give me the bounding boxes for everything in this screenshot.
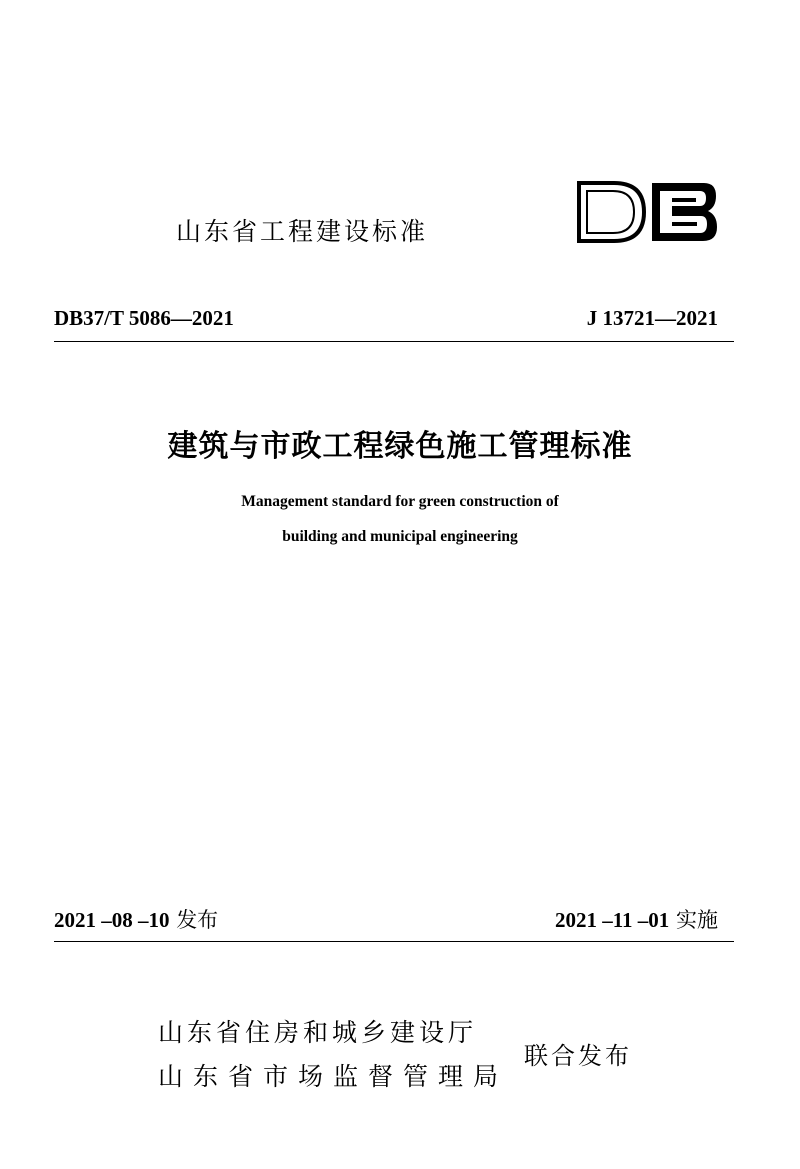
- release-date: 2021 –08 –10: [54, 908, 170, 932]
- standard-number: DB37/T 5086—2021: [54, 306, 234, 330]
- series-title: 山东省工程建设标准: [176, 217, 429, 246]
- issuer-org2: 山东省市场监督管理局: [158, 1062, 509, 1091]
- implement-date-block: [555, 904, 718, 934]
- issuer-org1: 山东省住房和城乡建设厅: [158, 1018, 478, 1047]
- implement-date: 2021 –11 –01: [554, 908, 670, 932]
- db-logo: [576, 180, 719, 244]
- top-divider: [54, 341, 734, 342]
- record-number: J 13721—2021: [586, 306, 718, 330]
- title-english-line1: Management standard for green construction of: [241, 493, 559, 510]
- implement-label: 实施: [676, 908, 718, 932]
- release-label: 发布: [176, 908, 219, 932]
- title-english-line2: building and municipal engineering: [282, 528, 518, 545]
- release-date-block: [54, 904, 218, 934]
- bottom-divider: [54, 941, 734, 942]
- joint-release-label: 联合发布: [524, 1042, 632, 1070]
- title-chinese: 建筑与市政工程绿色施工管理标准: [167, 429, 633, 464]
